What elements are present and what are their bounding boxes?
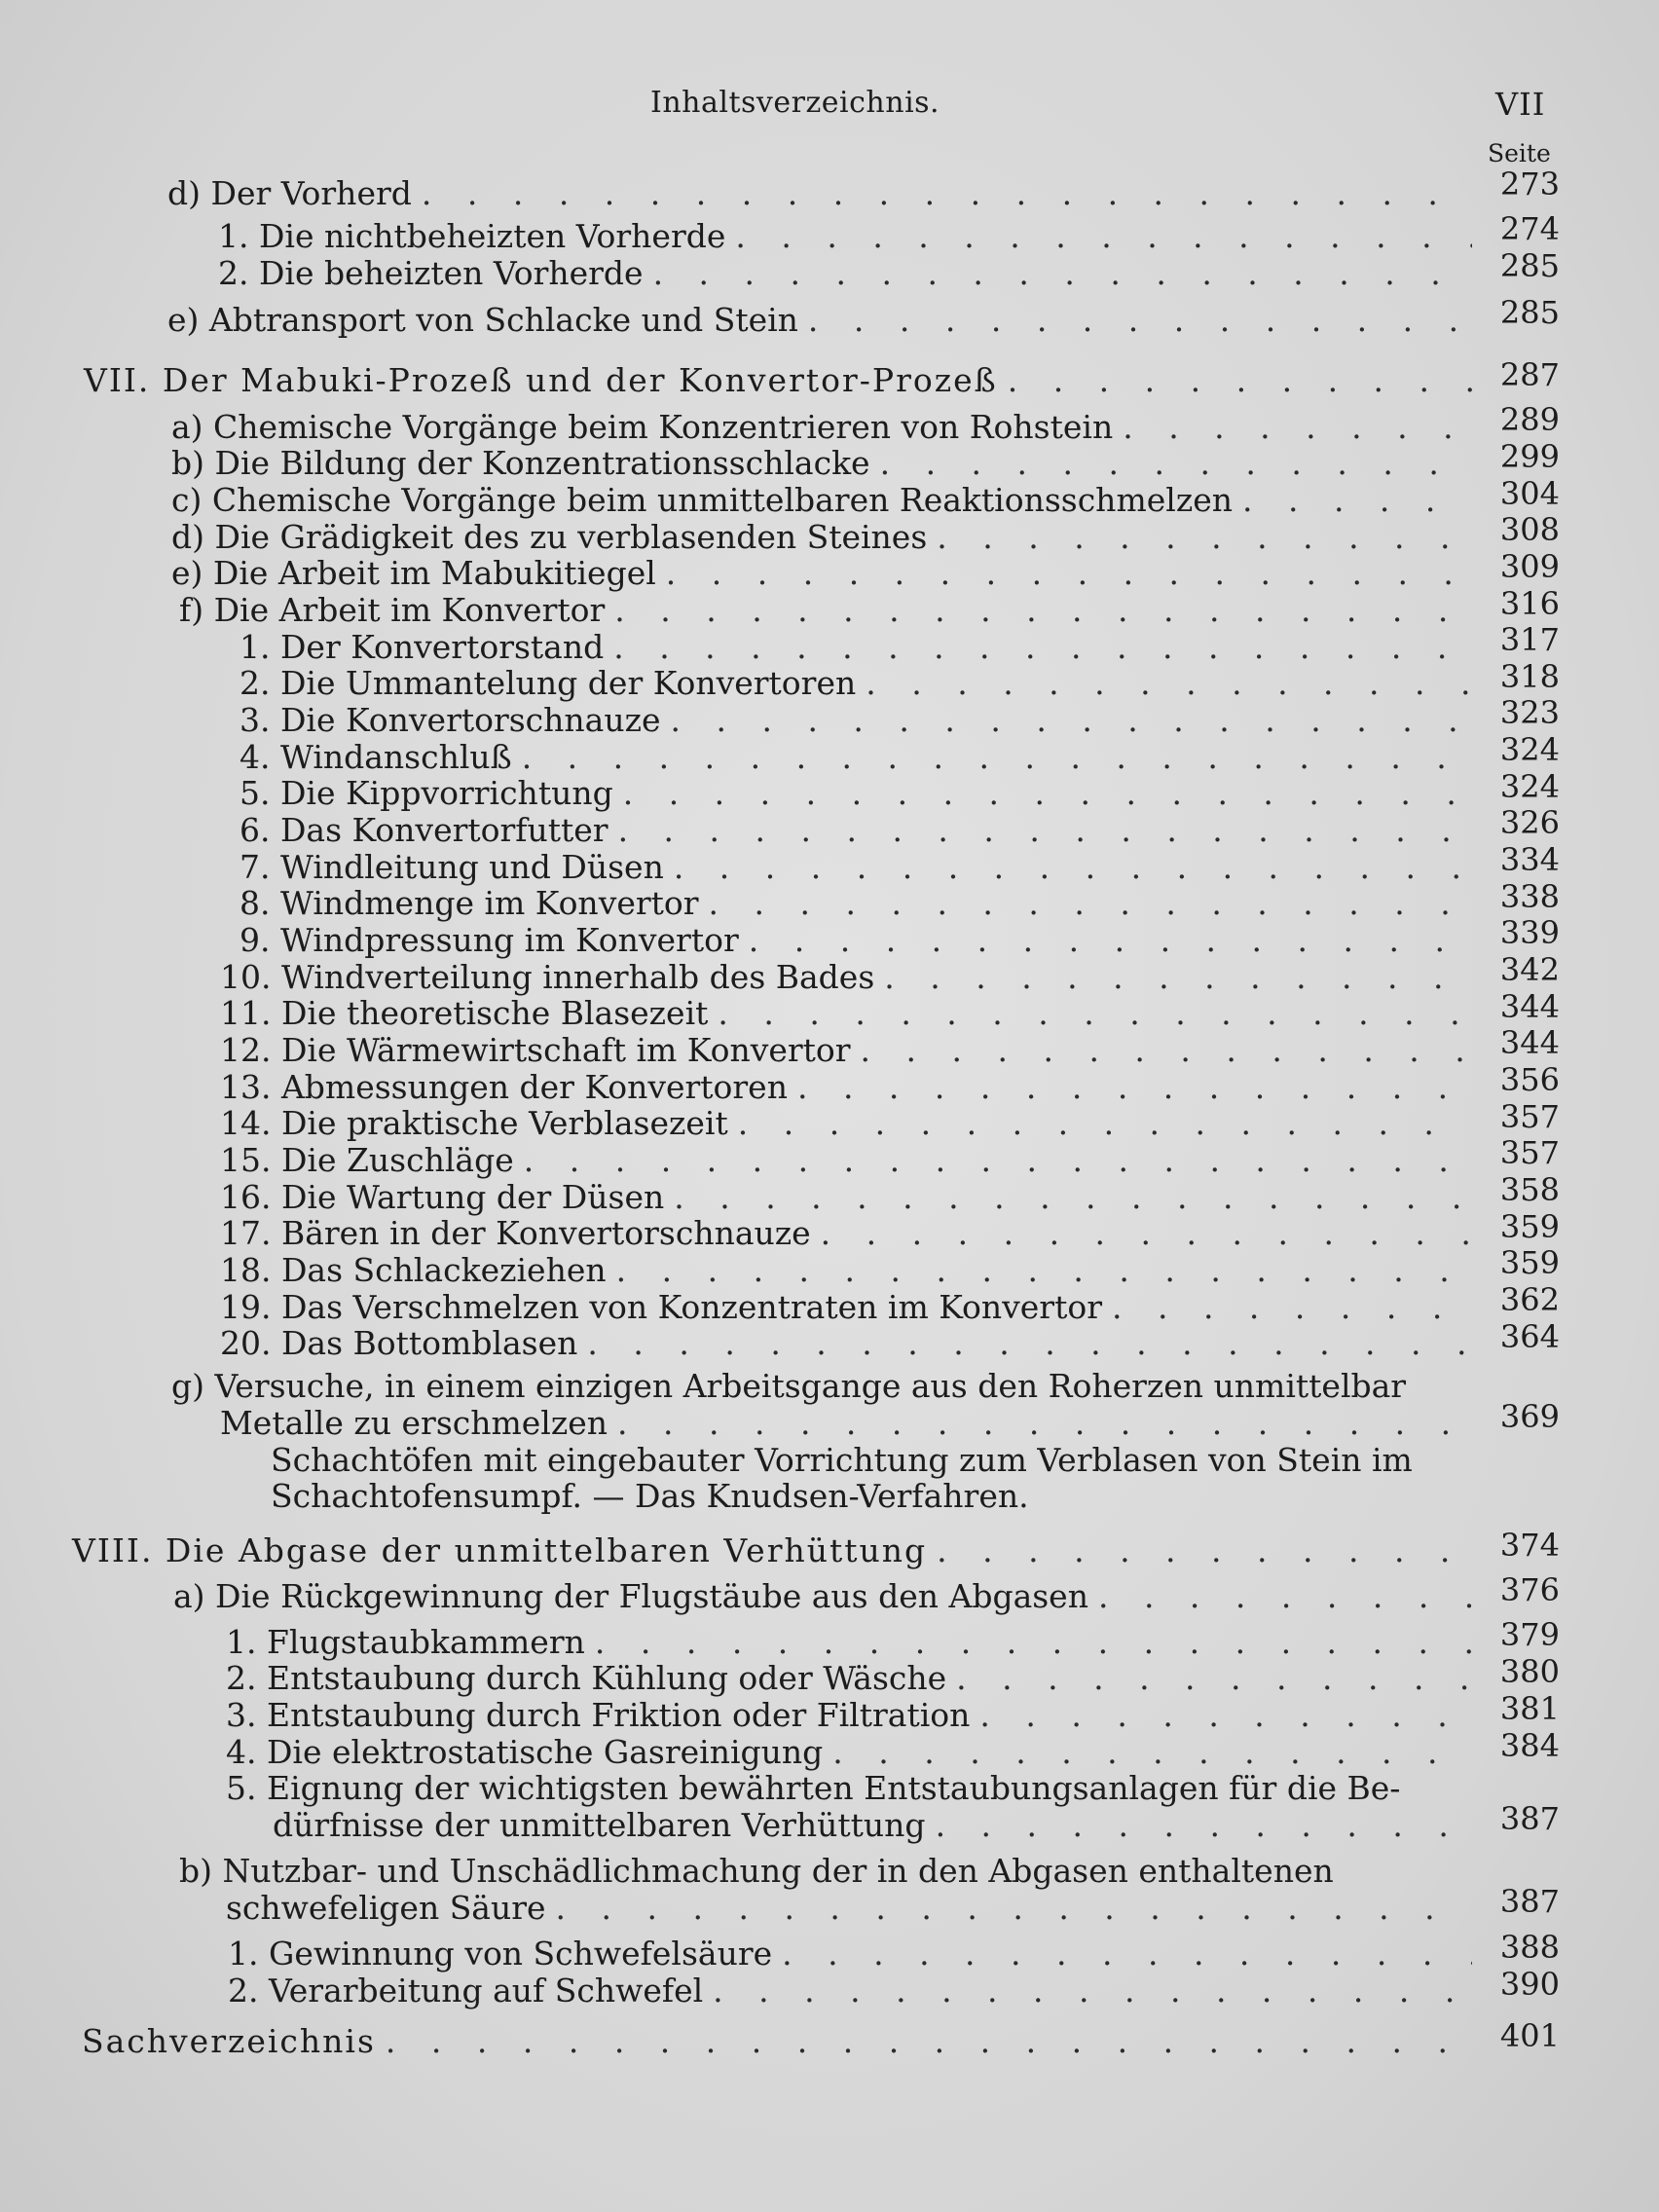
toc-entry-page: 357 — [1499, 1098, 1560, 1135]
toc-entry — [220, 1179, 1472, 1216]
toc-entry — [167, 175, 1472, 212]
toc-entry-page: 338 — [1499, 878, 1560, 915]
toc-entry-label: f) Die Arbeit im Konvertor — [179, 591, 606, 629]
toc-entry-page: 323 — [1499, 694, 1560, 731]
toc-entry-label: 10. Windverteilung innerhalb des Bades — [220, 958, 875, 996]
toc-entry-label: 4. Die elektrostatische Gasreinigung — [226, 1733, 824, 1771]
toc-entry-label: Metalle zu erschmelzen — [220, 1404, 608, 1442]
toc-entry-page: 344 — [1499, 1024, 1560, 1061]
toc-entry-label: 5. Die Kippvorrichtung — [240, 774, 613, 812]
toc-entry — [220, 1325, 1472, 1362]
toc-entry-label: 11. Die theoretische Blasezeit — [220, 994, 709, 1032]
toc-entry — [240, 739, 1472, 776]
toc-entry-page: 274 — [1499, 210, 1560, 247]
toc-entry-page: 364 — [1499, 1318, 1560, 1355]
toc-entry-page: 384 — [1499, 1727, 1560, 1764]
toc-entry-page: 390 — [1499, 1966, 1560, 2003]
page-number-roman: VII — [1495, 86, 1546, 123]
toc-entry — [240, 629, 1472, 666]
toc-entry-label: 1. Flugstaubkammern — [226, 1623, 585, 1661]
toc-entry-page: 381 — [1499, 1690, 1560, 1727]
toc-entry-page: 344 — [1499, 988, 1560, 1025]
toc-entry-label: 18. Das Schlackeziehen — [220, 1251, 607, 1289]
toc-entry — [240, 885, 1472, 922]
toc-entry — [226, 1660, 1472, 1697]
toc-entry-page: 273 — [1499, 166, 1560, 203]
toc-entry-page: 359 — [1499, 1208, 1560, 1245]
toc-entry — [226, 1697, 1472, 1734]
toc-entry-page: 309 — [1499, 548, 1560, 585]
toc-entry-label: 2. Die beheizten Vorherde — [218, 254, 644, 292]
toc-entry — [228, 1972, 1472, 2009]
toc-entry — [273, 1807, 1472, 1844]
toc-entry-label: 6. Das Konvertorfutter — [240, 811, 608, 849]
toc-index-entry — [82, 2023, 1472, 2060]
toc-entry-page: 324 — [1499, 731, 1560, 768]
toc-entry — [171, 519, 1472, 556]
toc-entry-page: 299 — [1499, 438, 1560, 475]
toc-entry — [228, 1936, 1472, 1972]
toc-entry-label: b) Die Bildung der Konzentrationsschlacke — [171, 444, 870, 482]
toc-note: Schachtofensumpf. — Das Knudsen-Verfahren. — [271, 1477, 1029, 1515]
toc-entry-page: 326 — [1499, 804, 1560, 841]
toc-entry — [167, 302, 1472, 339]
toc-entry-page: 401 — [1499, 2017, 1560, 2054]
toc-entry-page: 308 — [1499, 511, 1560, 548]
toc-entry-label: VIII. Die Abgase der unmittelbaren Verhüttung — [72, 1531, 928, 1569]
toc-chapter — [84, 362, 1472, 399]
toc-entry-page: 362 — [1499, 1281, 1560, 1318]
toc-entry-page: 369 — [1499, 1398, 1560, 1435]
toc-entry — [220, 1289, 1472, 1326]
toc-entry — [240, 775, 1472, 812]
toc-entry-label: 3. Entstaubung durch Friktion oder Filtration — [226, 1696, 971, 1734]
toc-entry-label: d) Der Vorherd — [167, 174, 412, 212]
toc-entry — [173, 1578, 1472, 1615]
toc-entry-page: 304 — [1499, 475, 1560, 512]
toc-entry-label: VII. Der Mabuki-Prozeß und der Konvertor-Prozeß — [84, 361, 998, 399]
toc-entry — [218, 255, 1472, 292]
toc-entry — [218, 218, 1472, 255]
toc-entry — [220, 1215, 1472, 1252]
page-header — [0, 86, 1659, 125]
toc-entry — [240, 702, 1472, 739]
toc-entry — [226, 1624, 1472, 1661]
toc-note: Schachtöfen mit eingebauter Vorrichtung zum Verblasen von Stein im — [271, 1441, 1413, 1479]
toc-entry-label: 7. Windleitung und Düsen — [240, 848, 664, 886]
toc-entry — [220, 1405, 1472, 1442]
toc-entry — [171, 409, 1472, 446]
toc-entry-page: 387 — [1499, 1883, 1560, 1920]
toc-entry-page: 380 — [1499, 1653, 1560, 1690]
toc-entry-label: b) Nutzbar- und Unschädlichmachung der in den Abgasen enthaltenen — [179, 1852, 1334, 1890]
toc-entry-page: 358 — [1499, 1171, 1560, 1208]
toc-entry-page: 374 — [1499, 1527, 1560, 1564]
toc-entry — [179, 592, 1472, 629]
toc-entry-page: 357 — [1499, 1134, 1560, 1171]
toc-entry-label: 1. Gewinnung von Schwefelsäure — [228, 1935, 773, 1972]
toc-entry-label: schwefeligen Säure — [226, 1889, 546, 1927]
toc-entry — [220, 995, 1472, 1032]
toc-entry-page: 387 — [1499, 1800, 1560, 1837]
toc-entry-page: 285 — [1499, 247, 1560, 284]
toc-entry — [220, 1069, 1472, 1106]
toc-entry-label: c) Chemische Vorgänge beim unmittelbaren Reaktionsschmelzen — [171, 481, 1233, 519]
toc-entry — [240, 922, 1472, 959]
toc-entry-label: 15. Die Zuschläge — [220, 1141, 514, 1179]
toc-entry — [240, 665, 1472, 702]
toc-entry — [220, 1032, 1472, 1069]
seite-label: Seite — [1488, 139, 1551, 167]
toc-entry-label: Sachverzeichnis — [82, 2022, 376, 2060]
toc-entry-label: 9. Windpressung im Konvertor — [240, 921, 739, 959]
toc-entry-label: 12. Die Wärmewirtschaft im Konvertor — [220, 1031, 851, 1069]
toc-entry-label: 20. Das Bottomblasen — [220, 1324, 578, 1362]
toc-entry-label: 8. Windmenge im Konvertor — [240, 884, 699, 922]
toc-entry-page: 318 — [1499, 658, 1560, 695]
toc-entry-label: e) Die Arbeit im Mabukitiegel — [171, 554, 656, 592]
toc-entry-label: 14. Die praktische Verblasezeit — [220, 1104, 728, 1142]
toc-entry — [226, 1734, 1472, 1771]
toc-entry-label: g) Versuche, in einem einzigen Arbeitsgange aus den Roherzen unmittelbar — [171, 1367, 1407, 1405]
toc-entry-label: 2. Die Ummantelung der Konvertoren — [240, 664, 857, 702]
toc-entry-label: 3. Die Konvertorschnauze — [240, 701, 661, 739]
toc-entry-page: 334 — [1499, 841, 1560, 878]
toc-entry-page: 289 — [1499, 401, 1560, 438]
toc-entry-page: 359 — [1499, 1244, 1560, 1281]
toc-entry-label: 17. Bären in der Konvertorschnauze — [220, 1214, 811, 1252]
toc-entry-label: e) Abtransport von Schlacke und Stein — [167, 301, 798, 339]
toc-entry-label: dürfnisse der unmittelbaren Verhüttung — [273, 1806, 926, 1844]
toc-entry-label: 1. Die nichtbeheizten Vorherde — [218, 217, 726, 255]
toc-entry — [226, 1890, 1472, 1927]
toc-entry-label: a) Die Rückgewinnung der Flugstäube aus den Abgasen — [173, 1577, 1088, 1615]
toc-entry — [220, 1252, 1472, 1289]
toc-entry-page: 316 — [1499, 585, 1560, 622]
toc-entry-label: 19. Das Verschmelzen von Konzentraten im Konvertor — [220, 1288, 1102, 1326]
toc-entry — [171, 555, 1472, 592]
toc-entry-page: 356 — [1499, 1061, 1560, 1098]
toc-entry — [171, 445, 1472, 482]
toc-entry — [240, 849, 1472, 886]
toc-entry-label: 16. Die Wartung der Düsen — [220, 1178, 665, 1216]
toc-entry-page: 388 — [1499, 1929, 1560, 1966]
toc-entry — [171, 482, 1472, 519]
toc-entry-page: 287 — [1499, 356, 1560, 393]
toc-entry-page: 324 — [1499, 768, 1560, 805]
toc-entry-page: 342 — [1499, 951, 1560, 988]
toc-chapter — [72, 1532, 1472, 1569]
toc-entry-label: d) Die Grädigkeit des zu verblasenden Steines — [171, 518, 928, 556]
toc-entry — [220, 1105, 1472, 1142]
toc-entry-label: a) Chemische Vorgänge beim Konzentrieren von Rohstein — [171, 408, 1114, 446]
toc-entry-label: 13. Abmessungen der Konvertoren — [220, 1068, 788, 1106]
toc-entry-page: 379 — [1499, 1616, 1560, 1653]
toc-entry-page: 339 — [1499, 914, 1560, 951]
toc-entry — [220, 1142, 1472, 1179]
toc-entry-label: 1. Der Konvertorstand — [240, 628, 605, 666]
toc-entry-page: 285 — [1499, 294, 1560, 331]
toc-entry-label: 2. Entstaubung durch Kühlung oder Wäsche — [226, 1659, 947, 1697]
page-title: Inhaltsverzeichnis. — [650, 86, 940, 120]
toc-entry-label: 5. Eignung der wichtigsten bewährten Entstaubungsanlagen für die Be- — [226, 1769, 1401, 1807]
toc-entry — [240, 812, 1472, 849]
toc-entry-label: 2. Verarbeitung auf Schwefel — [228, 1972, 704, 2009]
toc-entry — [220, 959, 1472, 996]
toc-entry-label: 4. Windanschluß — [240, 738, 512, 776]
toc-entry-page: 317 — [1499, 621, 1560, 658]
toc-entry-page: 376 — [1499, 1571, 1560, 1608]
